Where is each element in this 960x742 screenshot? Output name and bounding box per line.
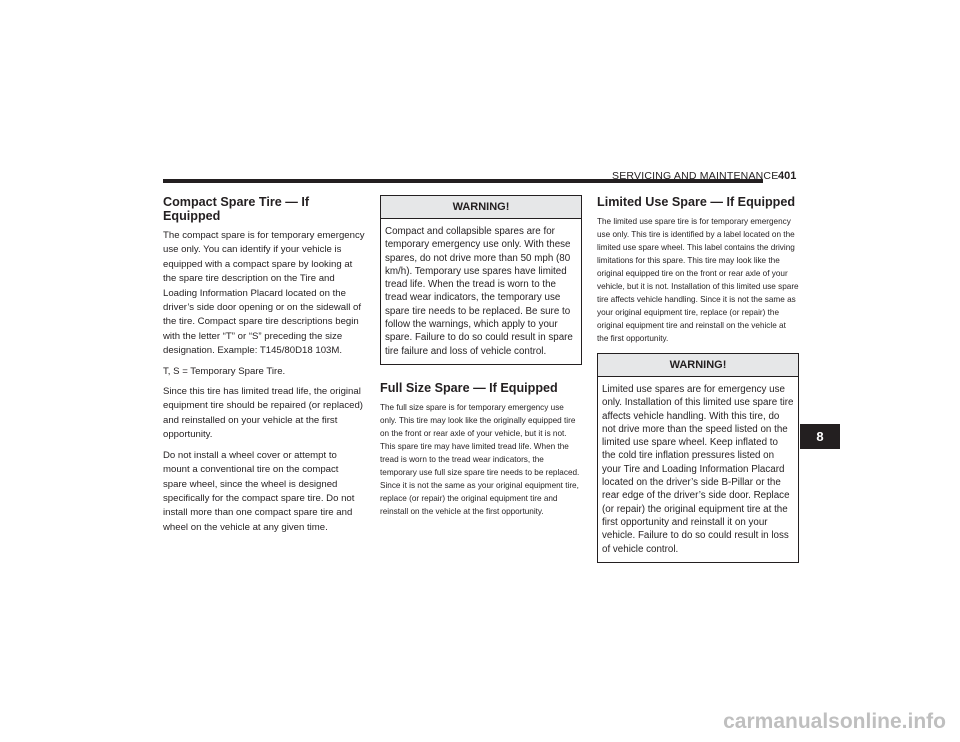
column-left bbox=[163, 195, 365, 541]
column-middle bbox=[380, 195, 582, 518]
compact-warning-box bbox=[380, 195, 582, 365]
compact-paragraph-4: Do not install a wheel cover or attempt to mount a conventional tire on the compact spare wheel, since the wheel is designed specifically for the compact spare tire. Do not install more than one compact spare tire and wheel on the vehicle at any given time. bbox=[163, 449, 355, 533]
page-number: 401 bbox=[778, 170, 797, 182]
warning-text: Limited use spares are for emergency use only. Installation of this limited use spare tire affects vehicle handling. With this tire, do not drive more than the speed listed on the limited use spare wheel. Keep inflated to the cold tire inflation pressures listed on your Tire and Loading Information Placard located on the driver’s side B-Pillar or the rear edge of the driver’s side door. Replace (or repair) the original equipment tire at the first opportunity and reinstall it on your vehicle. Failure to do so could result in loss of vehicle control. bbox=[602, 384, 794, 555]
full-size-spare-heading: Full Size Spare — If Equipped bbox=[380, 380, 558, 395]
limited-warning-box bbox=[597, 353, 799, 563]
section-title: SERVICING AND MAINTENANCE bbox=[612, 170, 779, 182]
chapter-tab: 8 bbox=[800, 424, 840, 449]
compact-paragraph-3: Since this tire has limited tread life, the original equipment tire should be repaired (or replaced) and reinstalled on your vehicle at the first opportunity. bbox=[163, 386, 363, 441]
warning-title: WARNING! bbox=[381, 196, 581, 219]
limited-use-spare-heading: Limited Use Spare — If Equipped bbox=[597, 195, 796, 209]
full-size-spare-text: The full size spare is for temporary emergency use only. This tire may look like the originally equipped tire on the front or rear axle of your vehicle, but it is not. This spare tire may have limited tread life. When the tread is worn to the tread wear indicators, the temporary use full size spare tire needs to be replaced. Since it is not the same as your original equipment tire, replace (or repair) the original equipment tire and reinstall on the vehicle at the first opportunity. bbox=[380, 402, 580, 516]
warning-text: Compact and collapsible spares are for temporary emergency use only. With these spares, do not drive more than 50 mph (80 km/h). Temporary use spares have limited tread life. When the tread is worn to the tread wear indicators, the temporary use spare tire needs to be replaced. Be sure to follow the warnings, which apply to your spare. Failure to do so could result in spare tire failure and loss of vehicle control. bbox=[385, 226, 573, 357]
warning-title: WARNING! bbox=[598, 354, 798, 377]
watermark: carmanualsonline.info bbox=[723, 710, 946, 733]
limited-use-spare-text: The limited use spare tire is for temporary emergency use only. This tire is identified by a label located on the limited use spare wheel. This label contains the driving limitations for this spare. This tire may look like the original equipped tire on the front or rear axle of your vehicle, but it is not. Installation of this limited use spare tire affects vehicle handling. Since it is not the same as your original equipment tire, replace (or repair) the original equipment tire and reinstall on the vehicle at the first opportunity. bbox=[597, 217, 799, 343]
column-right bbox=[597, 195, 799, 563]
compact-paragraph-2: T, S = Temporary Spare Tire. bbox=[163, 365, 286, 377]
compact-paragraph-1: The compact spare is for temporary emergency use only. You can identify if your vehicle is equipped with a compact spare by looking at the spare tire description on the Tire and Loading Information Placard located on the driver’s side door opening or on the sidewall of the tire. Compact spare tire descriptions begin with the letter “T” or “S” preceding the size designation. Example: T145/80D18 103M. bbox=[163, 230, 365, 357]
compact-spare-heading: Compact Spare Tire — If Equipped bbox=[163, 195, 310, 223]
